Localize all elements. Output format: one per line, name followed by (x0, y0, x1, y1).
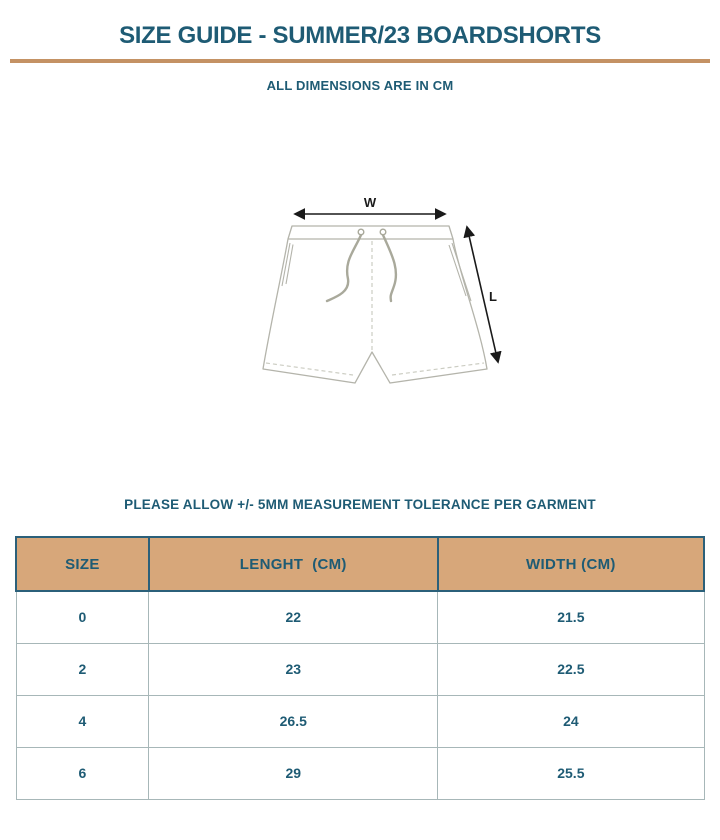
length-label: L (489, 289, 497, 304)
table-row (16, 747, 704, 799)
cell-length: 23 (149, 643, 438, 695)
boardshorts-illustration (237, 195, 517, 400)
column-header-length: LENGHT (CM) (149, 537, 438, 591)
dimensions-note: ALL DIMENSIONS ARE IN CM (266, 78, 454, 93)
cell-width: 22.5 (438, 643, 704, 695)
width-label: W (363, 195, 377, 210)
table-row (16, 695, 704, 747)
table-row (16, 643, 704, 695)
size-table (15, 536, 705, 800)
cell-size: 2 (16, 643, 149, 695)
cell-length: 26.5 (149, 695, 438, 747)
cell-length: 29 (149, 747, 438, 799)
cell-width: 25.5 (438, 747, 704, 799)
cell-width: 21.5 (438, 591, 704, 643)
shorts-outline (263, 226, 487, 383)
divider-rule (10, 59, 710, 63)
column-header-width: WIDTH (CM) (438, 537, 704, 591)
cell-width: 24 (438, 695, 704, 747)
page-title: SIZE GUIDE - SUMMER/23 BOARDSHORTS (119, 22, 601, 49)
cell-size: 0 (16, 591, 149, 643)
column-header-size: SIZE (16, 537, 149, 591)
cell-size: 4 (16, 695, 149, 747)
tolerance-note: PLEASE ALLOW +/- 5MM MEASUREMENT TOLERANCE PER GARMENT (124, 497, 596, 512)
table-header-row (16, 537, 704, 591)
table-row (16, 591, 704, 643)
boardshorts-diagram (237, 195, 517, 400)
cell-length: 22 (149, 591, 438, 643)
cell-size: 6 (16, 747, 149, 799)
